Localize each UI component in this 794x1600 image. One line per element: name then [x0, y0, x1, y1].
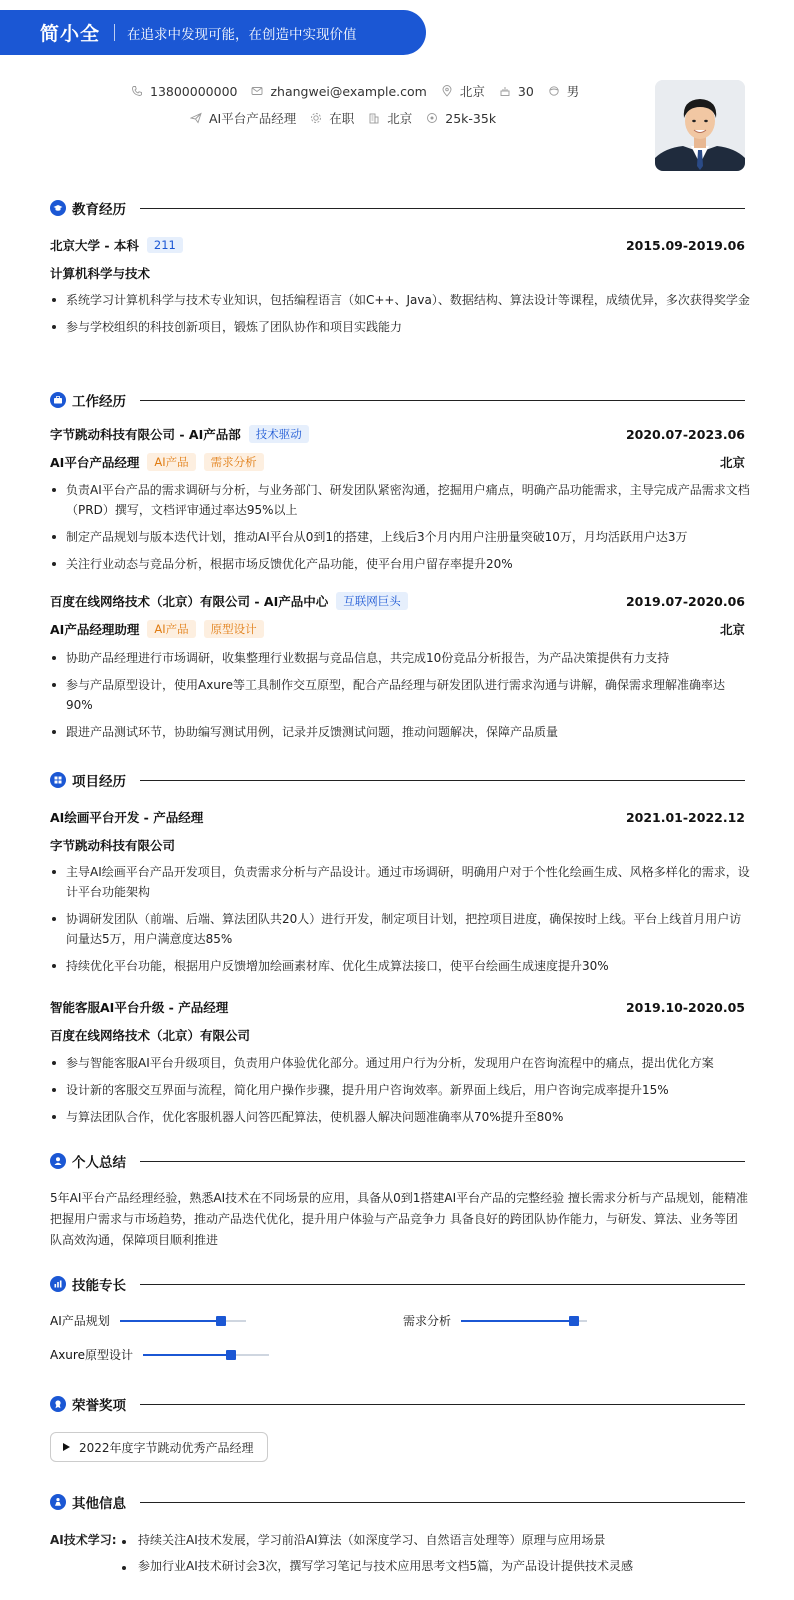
status-gear-icon [310, 112, 322, 124]
list-item: 系统学习计算机科学与技术专业知识，包括编程语言（如C++、Java）、数据结构、算法设计等课程，成绩优异，多次获得奖学金 [50, 290, 750, 310]
skill-track [120, 1320, 246, 1322]
gender-item [548, 82, 580, 100]
briefcase-icon [50, 392, 66, 408]
list-item: 参与智能客服AI平台升级项目，负责用户体验优化部分。通过用户行为分析，发现用户在咨询流程中的痛点，提出优化方案 [50, 1053, 750, 1073]
age-text: 30 [517, 83, 534, 99]
target-job-item [190, 109, 296, 127]
other-section-title [50, 1492, 745, 1512]
skill-fill [120, 1320, 221, 1322]
bar-chart-icon [50, 1276, 66, 1292]
paper-plane-icon [190, 112, 202, 124]
education-date: 2015.09-2019.06 [625, 237, 745, 253]
projects-title-rule [140, 780, 745, 781]
summary-line-3: 队高效沟通，保障项目顺利推进 [50, 1233, 219, 1247]
job-2-company: 百度在线网络技术（北京）有限公司 - AI产品中心 [50, 594, 329, 609]
list-item: 参与学校组织的科技创新项目，锻炼了团队协作和项目实践能力 [50, 317, 750, 337]
contact-row-2 [190, 109, 510, 127]
project-2-header-row [50, 998, 745, 1016]
project-2-date: 2019.10-2020.05 [625, 999, 745, 1015]
job-2-role-tag-1: AI产品 [147, 620, 195, 638]
list-item: 跟进产品测试环节，协助编写测试用例，记录并反馈测试问题，推动问题解决，保障产品质量 [50, 722, 750, 742]
other-title-rule [140, 1502, 745, 1503]
list-item: 持续优化平台功能，根据用户反馈增加绘画素材库、优化生成算法接口，使平台绘画生成速度提升30% [50, 956, 750, 976]
school-name: 北京大学 - 本科 [50, 238, 139, 253]
project-1-bullets [50, 862, 750, 976]
cake-icon [499, 85, 511, 97]
award-item[interactable] [50, 1432, 268, 1462]
job-2-role-row [50, 620, 745, 638]
summary-line-2: 把握用户需求与市场趋势，推动产品迭代优化，提升用户体验与产品竞争力 具备良好的跨团队协作能力，与研发、算法、业务等团 [50, 1212, 738, 1226]
education-section-title [50, 198, 745, 218]
target-city-item [368, 109, 412, 127]
education-title-rule [140, 208, 745, 209]
major-name: 计算机科学与技术 [50, 266, 151, 281]
other-bullets [120, 1530, 740, 1576]
list-item: 持续关注AI技术发展，学习前沿AI算法（如深度学习、自然语言处理等）原理与应用场景 [120, 1530, 740, 1550]
project-2-company-row [50, 1026, 745, 1044]
email-icon [251, 85, 263, 97]
project-1-company: 字节跳动科技有限公司 [50, 838, 176, 853]
skill-axure-prototyping [50, 1346, 269, 1363]
project-2-name: 智能客服AI平台升级 - 产品经理 [50, 1000, 229, 1015]
project-2-company: 百度在线网络技术（北京）有限公司 [50, 1028, 251, 1043]
work-section-title [50, 390, 745, 410]
banner-divider [114, 24, 115, 41]
job-2-city: 北京 [719, 622, 745, 637]
job-1-header-row [50, 425, 745, 443]
grid-icon [50, 772, 66, 788]
phone-icon [131, 85, 143, 97]
education-title: 教育经历 [72, 202, 126, 218]
list-item: 参加行业AI技术研讨会3次，撰写学习笔记与技术应用思考文档5篇，为产品设计提供技术灵感 [120, 1556, 740, 1576]
summary-text [50, 1188, 748, 1251]
contact-row-1 [131, 82, 593, 100]
skill-knob [226, 1350, 236, 1360]
salary-text: 25k-35k [445, 110, 497, 126]
work-title: 工作经历 [72, 394, 126, 410]
motto: 在追求中发现可能，在创造中实现价值 [127, 26, 357, 43]
job-1-role-tag-1: AI产品 [147, 453, 195, 471]
skill-fill [461, 1320, 574, 1322]
skill-knob [216, 1316, 226, 1326]
projects-title: 项目经历 [72, 774, 126, 790]
education-bullets [50, 290, 750, 337]
job-1-company-tag: 技术驱动 [249, 425, 309, 443]
job-2-bullets [50, 648, 750, 742]
email-item [251, 84, 426, 99]
skills-title: 技能专长 [72, 1278, 126, 1294]
other-title: 其他信息 [72, 1496, 126, 1512]
work-title-rule [140, 400, 745, 401]
status-item [310, 109, 354, 127]
skill-name: Axure原型设计 [50, 1348, 133, 1362]
list-item: 参与产品原型设计，使用Axure等工具制作交互原型，配合产品经理与研发团队进行需求沟通与讲解，确保需求理解准确率达90% [50, 675, 750, 715]
location-pin-icon [441, 85, 453, 97]
graduation-cap-icon [50, 200, 66, 216]
info-person-icon [50, 1494, 66, 1510]
phone-item [131, 84, 237, 99]
award-medal-icon [50, 1396, 66, 1412]
summary-section-title [50, 1151, 745, 1171]
award-text: 2022年度字节跳动优秀产品经理 [79, 1440, 254, 1455]
awards-section-title [50, 1394, 745, 1414]
job-1-role-tag-2: 需求分析 [204, 453, 264, 471]
job-2-role: AI产品经理助理 [50, 622, 140, 637]
skill-track [143, 1354, 269, 1356]
list-item: 协助产品经理进行市场调研，收集整理行业数据与竞品信息，共完成10份竞品分析报告，为产品决策提供有力支持 [50, 648, 750, 668]
gender-icon [548, 85, 560, 97]
job-1-role-row [50, 453, 745, 471]
job-2-company-tag: 互联网巨头 [336, 592, 408, 610]
building-icon [368, 112, 380, 124]
awards-title-rule [140, 1404, 745, 1405]
project-1-date: 2021.01-2022.12 [625, 809, 745, 825]
summary-title: 个人总结 [72, 1155, 126, 1171]
school-tag: 211 [147, 237, 183, 253]
list-item: 与算法团队合作，优化客服机器人问答匹配算法，使机器人解决问题准确率从70%提升至80% [50, 1107, 750, 1127]
skills-title-rule [140, 1284, 745, 1285]
project-1-header-row [50, 808, 745, 826]
job-1-role: AI平台产品经理 [50, 455, 140, 470]
summary-title-rule [140, 1161, 745, 1162]
status-text: 在职 [329, 111, 355, 126]
summary-line-1: 5年AI平台产品经理经验，熟悉AI技术在不同场景的应用，具备从0到1搭建AI平台产品的完整经验 擅长需求分析与产品规划，能精准 [50, 1191, 748, 1205]
skill-knob [569, 1316, 579, 1326]
gender-text: 男 [566, 84, 580, 99]
other-label: AI技术学习: [50, 1533, 117, 1547]
job-1-date: 2020.07-2023.06 [625, 426, 745, 442]
list-item: 主导AI绘画平台产品开发项目，负责需求分析与产品设计。通过市场调研，明确用户对于个性化绘画生成、风格多样化的需求，设计平台功能架构 [50, 862, 750, 902]
list-item: 设计新的客服交互界面与流程，简化用户操作步骤，提升用户咨询效率。新界面上线后，用户咨询完成率提升15% [50, 1080, 750, 1100]
email-text: zhangwei@example.com [270, 83, 427, 99]
skill-requirement-analysis [403, 1312, 587, 1329]
job-2-date: 2019.07-2020.06 [625, 593, 745, 609]
project-1-name: AI绘画平台开发 - 产品经理 [50, 810, 204, 825]
location-text: 北京 [459, 84, 485, 99]
age-item [499, 84, 534, 99]
project-2-bullets [50, 1053, 750, 1127]
skills-section-title [50, 1274, 745, 1294]
job-2-role-tag-2: 原型设计 [204, 620, 264, 638]
play-triangle-icon [63, 1443, 70, 1451]
list-item: 制定产品规划与版本迭代计划，推动AI平台从0到1的搭建，上线后3个月内用户注册量突破10万，月均活跃用户达3万 [50, 527, 750, 547]
list-item: 关注行业动态与竞品分析，根据市场反馈优化产品功能，使平台用户留存率提升20% [50, 554, 750, 574]
project-1-company-row [50, 836, 745, 854]
list-item: 协调研发团队（前端、后端、算法团队共20人）进行开发，制定项目计划，把控项目进度，确保按时上线。平台上线首月用户访问量达5万，用户满意度达85% [50, 909, 750, 949]
skill-name: 需求分析 [403, 1314, 452, 1328]
location-item [441, 82, 485, 100]
list-item: 负责AI平台产品的需求调研与分析，与业务部门、研发团队紧密沟通，挖掘用户痛点，明确产品功能需求，主导完成产品需求文档（PRD）撰写，文档评审通过率达95%以上 [50, 480, 750, 520]
skill-name: AI产品规划 [50, 1314, 110, 1328]
avatar-photo [655, 80, 745, 171]
education-header-row [50, 236, 745, 254]
skill-fill [143, 1354, 231, 1356]
awards-title: 荣誉奖项 [72, 1398, 126, 1414]
salary-item [426, 111, 496, 126]
major-row [50, 264, 745, 282]
job-1-city: 北京 [719, 455, 745, 470]
skill-ai-product-planning [50, 1312, 246, 1329]
job-2-header-row [50, 592, 745, 610]
phone-text: 13800000000 [150, 83, 238, 99]
job-1-bullets [50, 480, 750, 574]
coin-icon [426, 112, 438, 124]
user-icon [50, 1153, 66, 1169]
candidate-name: 简小全 [40, 23, 101, 45]
target-job-text: AI平台产品经理 [209, 111, 297, 126]
target-city-text: 北京 [387, 111, 413, 126]
projects-section-title [50, 770, 745, 790]
job-1-company: 字节跳动科技有限公司 - AI产品部 [50, 427, 241, 442]
skill-track [461, 1320, 587, 1322]
name-banner [0, 10, 426, 55]
